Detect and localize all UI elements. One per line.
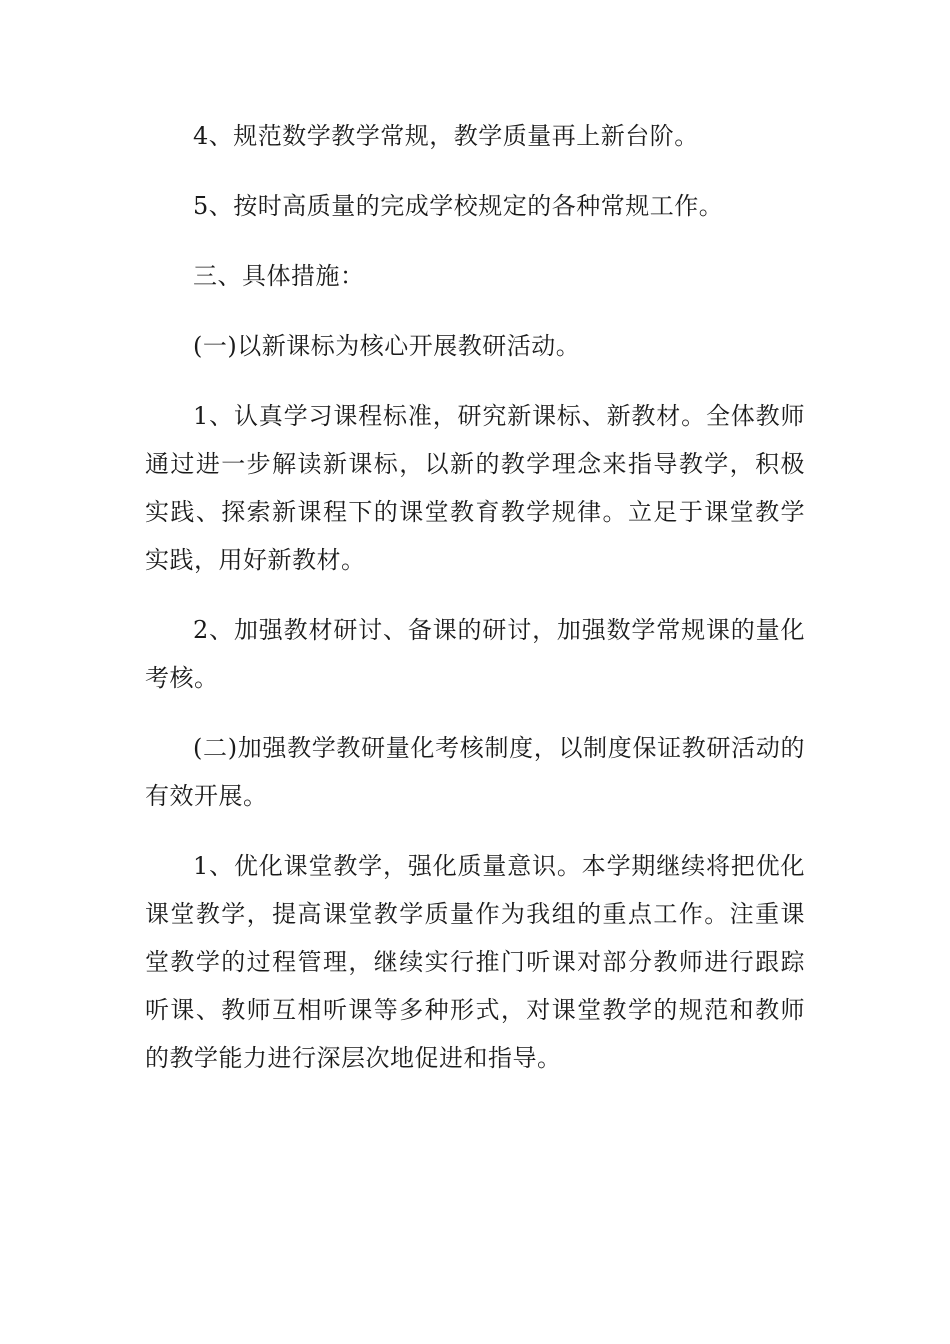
paragraph-item-1: 1、认真学习课程标准，研究新课标、新教材。全体教师通过进一步解读新课标，以新的教学理念来指导教学，积极实践、探索新课程下的课堂教育教学规律。立足于课堂教学实践，用好新教材。	[145, 402, 805, 574]
paragraph-goal-5: 5、按时高质量的完成学校规定的各种常规工作。	[193, 192, 724, 220]
paragraph-item-2: 2、加强教材研讨、备课的研讨，加强数学常规课的量化考核。	[145, 616, 805, 692]
paragraph-item-1-b: 1、优化课堂教学，强化质量意识。本学期继续将把优化课堂教学，提高课堂教学质量作为我组的重点工作。注重课堂教学的过程管理，继续实行推门听课对部分教师进行跟踪听课、教师互相听课等多种形式，对课堂教学的规范和教师的教学能力进行深层次地促进和指导。	[145, 852, 805, 1072]
section-heading-measures: 三、具体措施：	[193, 262, 365, 290]
subsection-heading-1: (一)以新课标为核心开展教研活动。	[193, 332, 581, 360]
document-body	[145, 112, 805, 1104]
subsection-heading-2: (二)加强教学教研量化考核制度，以制度保证教研活动的有效开展。	[145, 734, 805, 810]
paragraph-goal-4: 4、规范数学教学常规，教学质量再上新台阶。	[193, 122, 699, 150]
